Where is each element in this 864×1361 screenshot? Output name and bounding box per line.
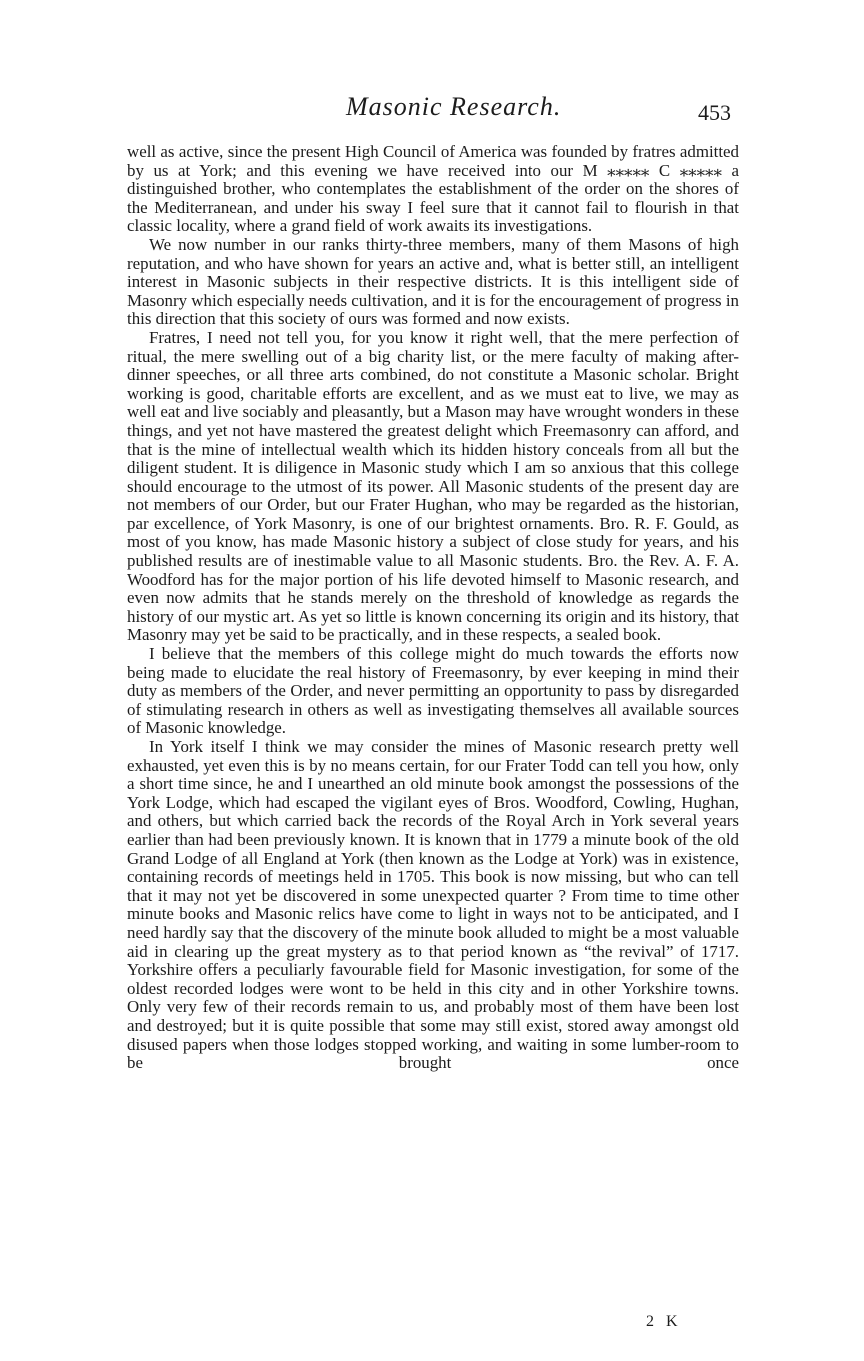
page-number: 453 [698,100,731,125]
body-text [127,143,739,1073]
paragraph-4: I believe that the members of this college might do much towards the efforts now being made to elucidate the real history of Freemasonry, by ever keeping in mind their duty as members of the Order, and never permitting an opportunity to pass by disregarded of stimulating research in others as well as investigating themselves all available sources of Masonic knowledge. [127,644,739,738]
paragraph-2: We now number in our ranks thirty-three members, many of them Masons of high reputation, and who have shown for years an active and, what is better still, an intelligent interest in Masonic subjects in their respective districts. It is this intelligent side of Masonry which especially needs cultivation, and it is for the encouragement of progress in this direction that this society of ours was formed and now exists. [127,234,739,329]
page-header [0,92,864,132]
paragraph-3: Fratres, I need not tell you, for you know it right well, that the mere perfection of ritual, the mere swelling out of a big charity list, or the mere faculty of making after-dinner speeches, or all three arts combined, do not constitute a Masonic scholar. Bright working is good, charitable efforts are excellent, and as we must eat to live, we may as well eat and live sociably and pleasantly, but a Mason may have wrought wonders in these things, and yet not have mastered the greatest delight which Freemasonry can afford, and that is the mine of intellectual wealth which its hidden history conceals from all but the diligent student. It is diligence in Masonic study which I am so anxious that this college should encourage to the utmost of its power. All Masonic students of the present day are not members of our Order, but our Frater Hughan, who may be regarded as the historian, par excellence, of York Masonry, is one of our brightest ornaments. Bro. R. F. Gould, as most of you know, has made Masonic history a subject of close study for years, and his published results are of inestimable value to all Masonic students. Bro. the Rev. A. F. A. Woodford has for the major portion of his life devoted himself to Masonic research, and even now admits that he stands merely on the threshold of knowledge as regards the history of our mystic art. As yet so little is known concerning its origin and its history, that Masonry may yet be said to be practically, and in these respects, a sealed book. [127,327,739,645]
running-title: Masonic Research. [346,92,562,121]
paragraph-5: In York itself I think we may consider the mines of Masonic research pretty well exhausted, yet even this is by no means certain, for our Frater Todd can tell you how, only a short time since, he and I unearthed an old minute book amongst the possessions of the York Lodge, which had escaped the vigilant eyes of Bros. Woodford, Cowling, Hughan, and others, but which carried back the records of the Royal Arch in York several years earlier than had been previously known. It is known that in 1779 a minute book of the old Grand Lodge of all England at York (then known as the Lodge at York) was in existence, containing records of meetings held in 1705. This book is now missing, but who can tell that it may not yet be discovered in some unexpected quarter ? From time to time other minute books and Masonic relics have come to light in ways not to be anticipated, and I need hardly say that the discovery of the minute book alluded to might be a most valuable aid in clearing up the great mystery as to that period known as “the revival” of 1717. Yorkshire offers a peculiarly favourable field for Masonic investigation, for some of the oldest recorded lodges were wont to be held in this city and in other Yorkshire towns. Only very few of their records remain to us, and probably most of them have been lost and destroyed; but it is quite possible that some may still exist, stored away amongst old disused papers when those lodges stopped working, and waiting in some lumber-room to be brought once [127,737,739,1073]
paragraph-1: well as active, since the present High Council of America was founded by fratres admitted by us at York; and this evening we have received into our M ⁎⁎⁎⁎⁎ C ⁎⁎⁎⁎⁎ a distinguished brother, who contemplates the establishment of the order on the shores of the Mediterranean, and under his sway I feel sure that it cannot fail to flourish in that classic locality, where a grand field of work awaits its investigations. [127,142,739,236]
signature-mark: 2 K [646,1313,682,1330]
